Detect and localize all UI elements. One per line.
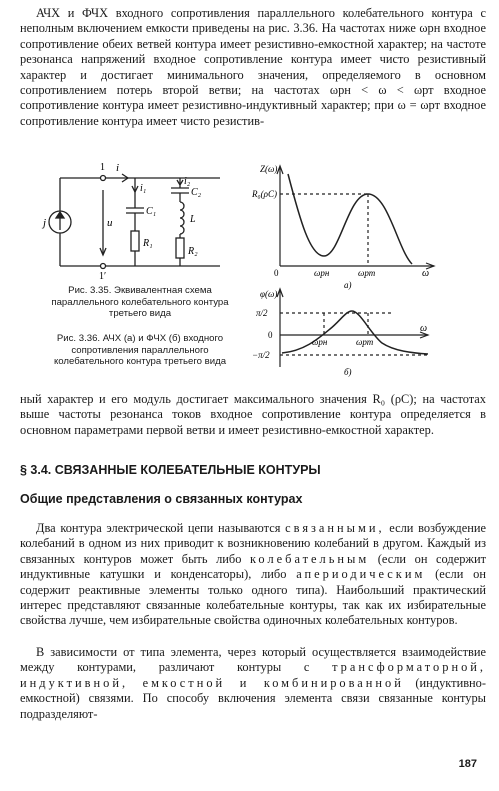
text: если возбуждение колебаний в одном из них приводит к возникновению колебаний в другом. Каждый из связанных контуров может быть либо [20,521,486,566]
paragraph-afc-pfc: АЧХ и ФЧХ входного сопротивления параллельного колебательного контура с неполным включением емкости приведены на рис. 3.36. На частотах ниже ωрн входное сопротивление обеих ветвей контура имеет резистивно-емкостной характер; на частоте резонанса напряжений входное сопротивление контура имеет чисто резистивный характер и достигает минимального значения, определяемого в основном сопротивлением потерь второй ветви; на частотах ωрн < ω < ωрт входное сопротивление контура имеет резистивно-индуктивный характер; при ω = ωрт входное сопротивление контура имеет чисто резистив- [20,6,486,128]
pfc-x1-label: ωрн [312,337,328,347]
spaced-term: трансформаторной, индуктивной, емкостной и комбинированной [20,660,486,690]
label-node1p: 1′ [99,271,107,282]
text: Два контура электрической цепи называются [36,521,281,535]
afc-origin: 0 [274,268,279,278]
figure-335-caption: Рис. 3.35. Эквивалентная схема параллельного колебательного контура третьего вида [51,285,229,319]
afc-x2-label: ωрт [358,268,376,278]
label-c1: C₁ [146,206,157,217]
pfc-tag: б) [344,367,352,377]
pfc-origin: 0 [268,330,273,340]
afc-r0-label: R₀(ρC) [252,189,277,199]
pfc-x2-label: ωрт [356,337,374,347]
page-number: 187 [458,758,477,770]
text: (если он содержит индуктивные катушки и конденсаторы), либо [20,551,486,582]
label-node1: 1 [100,162,105,173]
afc-tag: а) [344,280,352,290]
circuit-diagram [40,158,240,282]
section-title: § 3.4. СВЯЗАННЫЕ КОЛЕБАТЕЛЬНЫЕ КОНТУРЫ [20,463,321,477]
text: В зависимости от типа элемента, через который осуществляется взаимодействие между контурами, различают контуры с [20,645,486,675]
label-r1: R₁ [143,238,153,249]
label-u: u [107,217,113,229]
pfc-xlabel: ω [420,323,428,334]
afc-ylabel: Z(ω) [260,164,278,174]
spaced-term: апериодическим [296,567,426,582]
label-j: j [43,217,47,229]
label-i1: i₁ [140,183,147,194]
label-i2: i₂ [184,176,191,187]
spaced-term: связанными, [285,521,385,535]
paragraph-coupling-types [20,645,486,722]
afc-graph [252,160,440,290]
figure-336-caption: Рис. 3.36. АЧХ (а) и ФЧХ (б) входного сопротивления параллельного колебательного контура третьего вида [53,333,227,367]
afc-xlabel: ω [422,268,430,279]
paragraph-continuation: ный характер и его модуль достигает максимального значения R₀ (ρC); на частотах выше частоты резонанса токов входное сопротивление контура определяется в основном параметрами первой ветви и имеет резистивно-емкостной характер. [20,392,486,437]
text: (если он содержит реактивные элементы только одного типа). Наибольший практический интерес представляют связанные колебательные контуры, так как их избирательные свойства лучше, чем избирательные свойства одиночных колебательных контуров. [20,567,486,628]
pfc-top-label: π/2 [256,308,268,318]
label-r2: R₂ [188,246,198,257]
label-c2: C₂ [191,187,202,198]
afc-x1-label: ωрн [314,268,330,278]
pfc-ylabel: φ(ω) [260,289,278,299]
pfc-graph [252,287,440,379]
paragraph-coupled-definition [20,521,486,629]
label-i: i [116,162,120,174]
spaced-term: колебательным [250,551,370,566]
text: (индуктивно-емкостной) связями. По способу включения элемента связи связанные контуры подразделяют- [20,675,486,721]
subsection-title: Общие представления о связанных контурах [20,492,303,506]
pfc-bottom-label: −π/2 [252,350,270,360]
label-l: L [190,214,196,225]
